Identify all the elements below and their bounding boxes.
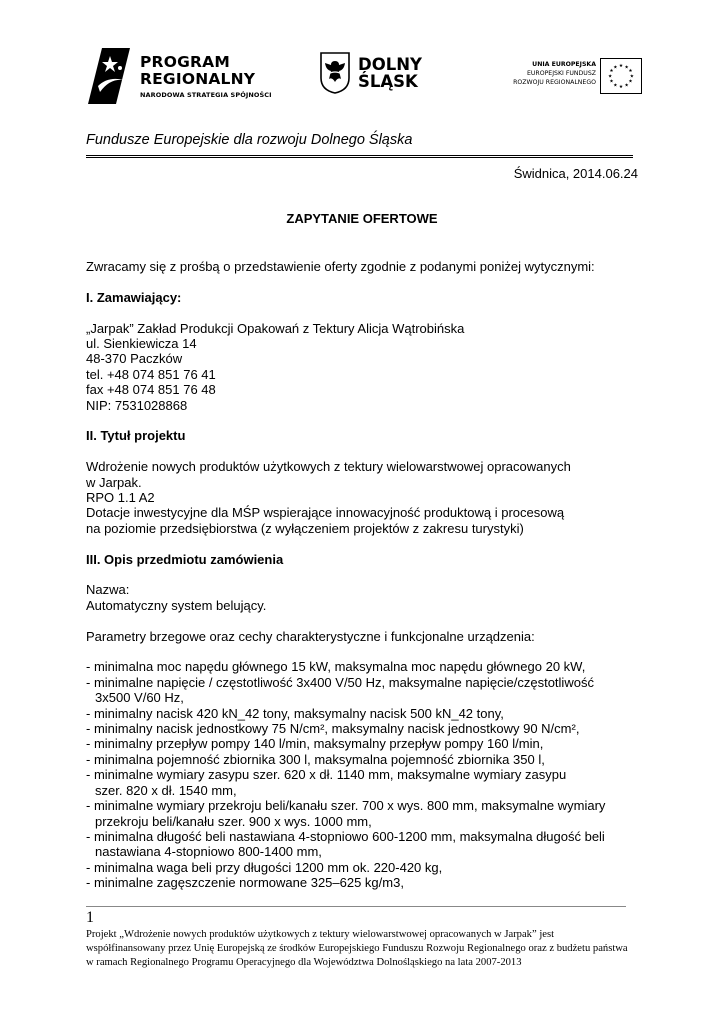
param-line: - minimalne zagęszczenie normowane 325–625 kg/m3, xyxy=(86,875,404,891)
header-logos xyxy=(86,38,646,110)
project-line: Dotacje inwestycyjne dla MŚP wspierające innowacyjność produktową i procesową xyxy=(86,505,565,521)
buyer-line: tel. +48 074 851 76 41 xyxy=(86,366,216,382)
intro-text: Zwracamy się z prośbą o przedstawienie oferty zgodnie z podanymi poniżej wytycznymi: xyxy=(86,259,595,274)
svg-text:★: ★ xyxy=(608,74,613,80)
project-line: Wdrożenie nowych produktów użytkowych z tektury wielowarstwowej opracowanych xyxy=(86,459,571,475)
svg-text:★: ★ xyxy=(624,65,629,71)
star-swoosh-icon xyxy=(86,46,132,106)
param-line: - minimalne wymiary zasypu szer. 620 x dł. 1140 mm, maksymalne wymiary zasypu xyxy=(86,767,567,783)
svg-text:★: ★ xyxy=(609,69,614,75)
header-divider xyxy=(86,155,633,156)
param-line: - minimalna długość beli nastawiana 4-stopniowo 600-1200 mm, maksymalna długość beli xyxy=(86,828,605,844)
svg-text:★: ★ xyxy=(628,79,633,85)
param-line: nastawiana 4-stopniowo 800-1400 mm, xyxy=(95,844,322,860)
param-line: - minimalne napięcie / częstotliwość 3x400 V/50 Hz, maksymalne napięcie/częstotliwość xyxy=(86,674,594,690)
footnote-divider xyxy=(86,906,626,907)
dolny-slask-line2: ŚLĄSK xyxy=(358,72,418,91)
eagle-crest-icon xyxy=(320,52,350,94)
program-regionalny-logo xyxy=(86,46,286,108)
section-heading-opis: III. Opis przedmiotu zamówienia xyxy=(86,551,284,567)
svg-text:★: ★ xyxy=(618,64,624,70)
param-line: 3x500 V/60 Hz, xyxy=(95,690,184,706)
eu-logo-line1: UNIA EUROPEJSKA xyxy=(532,61,596,68)
svg-text:★: ★ xyxy=(618,84,624,90)
eu-logo-line3: ROZWOJU REGIONALNEGO xyxy=(513,79,596,86)
param-line: - minimalny nacisk jednostkowy 75 N/cm², maksymalny nacisk jednostkowy 90 N/cm², xyxy=(86,721,580,737)
buyer-line: „Jarpak” Zakład Produkcji Opakowań z Tektury Alicja Wątrobińska xyxy=(86,320,465,336)
footnote-text: Projekt „Wdrożenie nowych produktów użytkowych z tektury wielowarstwowej opracowanych w Jarpak” jest współfinansowany przez Unię Europejską ze środków Europejskiego Funduszu Rozwoju Regionalnego oraz z budżetu państwa w ramach Regionalnego Programu Operacyjnego dla Województwa Dolnośląskiego na lata 2007-2013 xyxy=(86,929,628,968)
document-date: Świdnica, 2014.06.24 xyxy=(513,166,638,181)
program-logo-line3: NARODOWA STRATEGIA SPÓJNOŚCI xyxy=(140,91,272,99)
program-logo-line1: PROGRAM xyxy=(140,53,230,71)
dolny-slask-line1: DOLNY xyxy=(358,55,422,74)
param-line: - minimalny nacisk 420 kN_42 tony, maksymalny nacisk 500 kN_42 tony, xyxy=(86,705,504,721)
param-line: - minimalny przepływ pompy 140 l/min, maksymalny przepływ pompy 160 l/min, xyxy=(86,736,544,752)
svg-text:★: ★ xyxy=(629,74,634,80)
eu-logo xyxy=(496,58,646,102)
svg-text:★: ★ xyxy=(609,79,614,85)
buyer-line: fax +48 074 851 76 48 xyxy=(86,382,216,398)
eu-logo-line2: EUROPEJSKI FUNDUSZ xyxy=(526,70,596,77)
name-label: Nazwa: xyxy=(86,582,130,598)
params-intro: Parametry brzegowe oraz cechy charakterystyczne i funkcjonalne urządzenia: xyxy=(86,628,535,644)
param-line: - minimalna pojemność zbiornika 300 l, maksymalna pojemność zbiornika 350 l, xyxy=(86,751,545,767)
buyer-line: ul. Sienkiewicza 14 xyxy=(86,336,197,351)
header-divider xyxy=(86,157,633,158)
eu-flag-icon xyxy=(600,58,642,94)
project-line: w Jarpak. xyxy=(86,474,142,490)
dolny-slask-logo xyxy=(320,52,460,100)
svg-text:★: ★ xyxy=(628,69,633,75)
motto: Fundusze Europejskie dla rozwoju Dolnego Śląska xyxy=(86,132,413,148)
page-number: 1 xyxy=(86,909,94,926)
document-title: ZAPYTANIE OFERTOWE xyxy=(286,211,438,226)
svg-text:★: ★ xyxy=(613,83,618,89)
buyer-line: NIP: 7531028868 xyxy=(86,397,188,413)
param-line: szer. 820 x dł. 1540 mm, xyxy=(95,782,237,798)
buyer-line: 48-370 Paczków xyxy=(86,351,183,367)
name-value: Automatyczny system belujący. xyxy=(86,597,267,613)
document-body xyxy=(86,259,646,891)
svg-text:★: ★ xyxy=(613,65,618,71)
program-logo-line2: REGIONALNY xyxy=(140,70,256,88)
project-line: na poziomie przedsiębiorstwa (z wyłączeniem projektów z zakresu turystyki) xyxy=(86,520,524,536)
param-line: przekroju beli/kanału szer. 900 x wys. 1000 mm, xyxy=(95,813,372,829)
footnote xyxy=(86,908,646,970)
param-line: - minimalna waga beli przy długości 1200 mm ok. 220-420 kg, xyxy=(86,859,443,875)
param-line: - minimalna moc napędu głównego 15 kW, maksymalna moc napędu głównego 20 kW, xyxy=(86,659,586,675)
section-heading-zamawiajacy: I. Zamawiający: xyxy=(86,289,182,305)
param-line: - minimalne wymiary przekroju beli/kanału szer. 700 x wys. 800 mm, maksymalne wymiary xyxy=(86,798,606,814)
project-line: RPO 1.1 A2 xyxy=(86,490,155,506)
svg-text:★: ★ xyxy=(624,83,629,89)
section-heading-tytul: II. Tytuł projektu xyxy=(86,428,186,444)
